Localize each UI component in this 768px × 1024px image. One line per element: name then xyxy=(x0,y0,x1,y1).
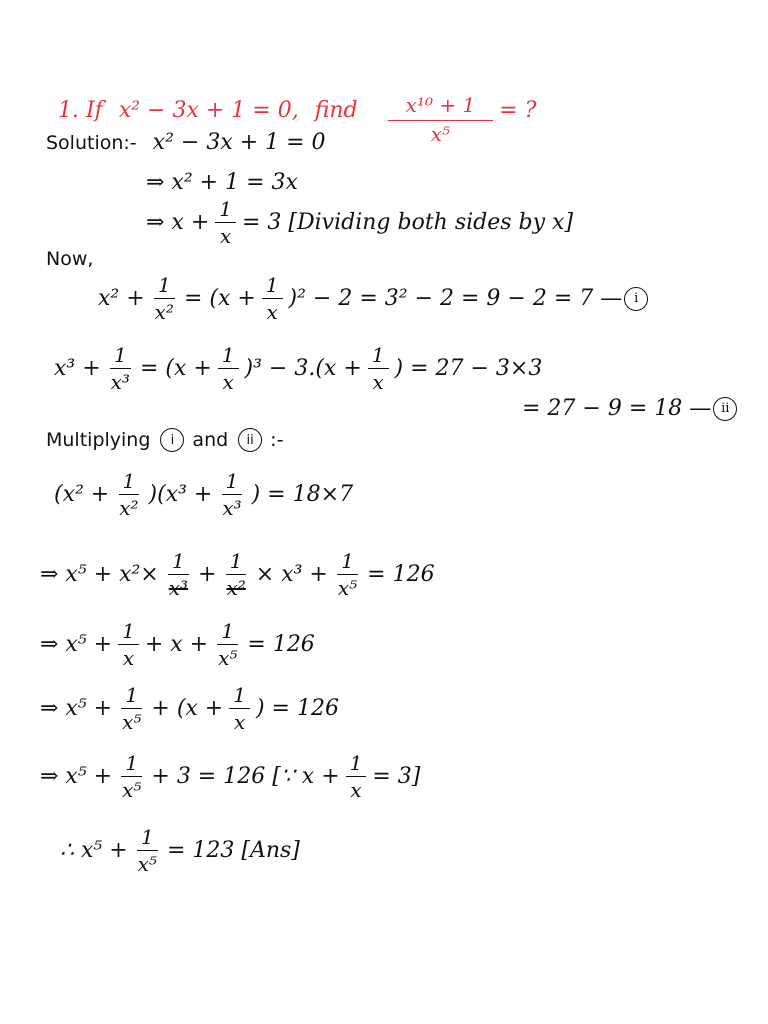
fraction-denominator: x⁵ xyxy=(122,710,142,734)
question-fraction xyxy=(388,94,494,145)
step3-a: ⇒ x⁵ + xyxy=(40,696,113,721)
eq1-fraction-2 xyxy=(262,274,283,323)
step1-fraction-1 xyxy=(165,550,192,599)
step2-fraction-2 xyxy=(214,620,241,669)
fraction-denominator: x⁵ xyxy=(337,576,358,600)
product-fraction-2 xyxy=(218,470,245,519)
fraction-numerator: 1 xyxy=(262,274,283,299)
fraction-numerator: 1 xyxy=(218,344,239,369)
fraction-denominator: x xyxy=(122,646,135,670)
question-denominator: x⁵ xyxy=(430,122,451,146)
fraction-numerator: 1 xyxy=(337,550,358,575)
eq1-mid: = (x + xyxy=(183,286,256,311)
fraction-numerator: 1 xyxy=(168,550,189,575)
step3-b: + (x + xyxy=(151,696,224,721)
eq2-mid: = (x + xyxy=(139,356,212,381)
eq1-left: x² + xyxy=(98,286,145,311)
fraction-numerator: 1 xyxy=(226,550,247,575)
product-fraction-1 xyxy=(115,470,142,519)
fraction-numerator: 1 xyxy=(118,620,139,645)
step5-b: = 123 [Ans] xyxy=(166,838,300,863)
multiply-text: Multiplying xyxy=(46,429,151,451)
step1-fraction-2 xyxy=(222,550,249,599)
product-mid: )(x³ + xyxy=(148,482,213,507)
fraction-denominator: x xyxy=(219,224,232,248)
step4-c: = 3] xyxy=(372,764,421,789)
product-line xyxy=(54,470,353,519)
fraction-numerator: 1 xyxy=(215,198,236,223)
question-suffix: = ? xyxy=(499,98,537,123)
solution-fraction xyxy=(215,198,236,247)
eq2-fraction-2 xyxy=(218,344,239,393)
step2-a: ⇒ x⁵ + xyxy=(40,632,113,657)
fraction-denominator: x² xyxy=(226,576,246,600)
fraction-denominator: x xyxy=(372,370,384,394)
and-text: and xyxy=(192,429,229,451)
fraction-denominator: x² xyxy=(119,496,139,520)
fraction-denominator: x⁵ xyxy=(137,852,157,876)
fraction-denominator: x xyxy=(233,710,246,734)
question-prefix: 1. If xyxy=(58,98,103,123)
step3-fraction-1 xyxy=(118,684,145,733)
step5-a: ∴ x⁵ + xyxy=(60,838,128,863)
fraction-denominator: x⁵ xyxy=(122,778,142,802)
equation-tag-2: ii xyxy=(713,397,737,421)
solution-eq-3-left: ⇒ x + xyxy=(146,210,210,235)
question-find: find xyxy=(314,98,358,123)
step3-fraction-2 xyxy=(229,684,250,733)
eq2-right: ) = 27 − 3×3 xyxy=(394,356,543,381)
fraction-numerator: 1 xyxy=(110,344,131,369)
step1-c: × x³ + xyxy=(255,562,328,587)
solution-label: Solution:- xyxy=(46,131,137,154)
solution-eq-3-right: = 3 [Dividing both sides by x] xyxy=(242,210,574,235)
fraction-denominator: x³ xyxy=(222,496,242,520)
multiply-label xyxy=(46,428,283,452)
colon-dash: :- xyxy=(270,429,284,451)
solution-line-3 xyxy=(146,198,573,247)
eq2-left: x³ + xyxy=(54,356,101,381)
fraction-denominator: x⁵ xyxy=(218,646,238,670)
eq3-text: = 27 − 9 = 18 — xyxy=(522,396,712,421)
fraction-numerator: 1 xyxy=(368,344,389,369)
step1-d: = 126 xyxy=(367,562,435,587)
fraction-numerator: 1 xyxy=(154,274,175,299)
fraction-numerator: 1 xyxy=(119,470,140,495)
step4-b: + 3 = 126 [∵ x + xyxy=(151,764,340,789)
step5-fraction xyxy=(134,826,161,875)
step-2 xyxy=(40,620,315,669)
fraction-denominator: x xyxy=(350,778,362,802)
fraction-numerator: 1 xyxy=(222,470,243,495)
now-label xyxy=(46,248,93,270)
fraction-denominator: x³ xyxy=(110,370,130,394)
step-1 xyxy=(40,550,435,599)
eq2-fraction xyxy=(107,344,134,393)
solution-eq-1: x² − 3x + 1 = 0 xyxy=(152,130,326,155)
fraction-numerator: 1 xyxy=(229,684,250,709)
step2-b: + x + xyxy=(144,632,209,657)
fraction-denominator: x³ xyxy=(168,576,189,600)
now-text: Now, xyxy=(46,248,94,270)
step2-fraction-1 xyxy=(118,620,139,669)
step1-fraction-3 xyxy=(334,550,361,599)
solution-eq-2: ⇒ x² + 1 = 3x xyxy=(146,170,298,195)
step4-a: ⇒ x⁵ + xyxy=(40,764,113,789)
step1-a: ⇒ x⁵ + x²× xyxy=(40,562,159,587)
fraction-numerator: 1 xyxy=(217,620,238,645)
now-eq-1 xyxy=(98,274,648,323)
step3-c: ) = 126 xyxy=(255,696,339,721)
solution-line-1 xyxy=(46,130,326,155)
step-3 xyxy=(40,684,339,733)
step-5-answer xyxy=(60,826,300,875)
product-right: ) = 18×7 xyxy=(251,482,354,507)
eq2-mid-2: )³ − 3.(x + xyxy=(244,356,362,381)
fraction-denominator: x² xyxy=(154,300,174,324)
now-eq-3 xyxy=(522,396,737,421)
step4-fraction-2 xyxy=(346,752,367,801)
equation-tag-2-ref: ii xyxy=(238,428,262,452)
equation-tag-1-ref: i xyxy=(160,428,184,452)
eq1-right: )² − 2 = 3² − 2 = 9 − 2 = 7 — xyxy=(288,286,623,311)
product-left: (x² + xyxy=(54,482,110,507)
question-equation: x² − 3x + 1 = 0, xyxy=(118,98,299,123)
fraction-numerator: 1 xyxy=(137,826,158,851)
step4-fraction-1 xyxy=(118,752,145,801)
question-numerator: x¹⁰ + 1 xyxy=(388,94,494,121)
now-eq-2 xyxy=(54,344,542,393)
step-4 xyxy=(40,752,420,801)
equation-tag-1: i xyxy=(624,287,648,311)
fraction-denominator: x xyxy=(222,370,234,394)
fraction-numerator: 1 xyxy=(121,752,142,777)
step2-c: = 126 xyxy=(247,632,315,657)
eq2-fraction-3 xyxy=(368,344,389,393)
fraction-numerator: 1 xyxy=(121,684,142,709)
fraction-denominator: x xyxy=(266,300,278,324)
solution-line-2 xyxy=(146,170,298,195)
fraction-numerator: 1 xyxy=(346,752,367,777)
eq1-fraction xyxy=(151,274,178,323)
step1-b: + xyxy=(198,562,217,587)
